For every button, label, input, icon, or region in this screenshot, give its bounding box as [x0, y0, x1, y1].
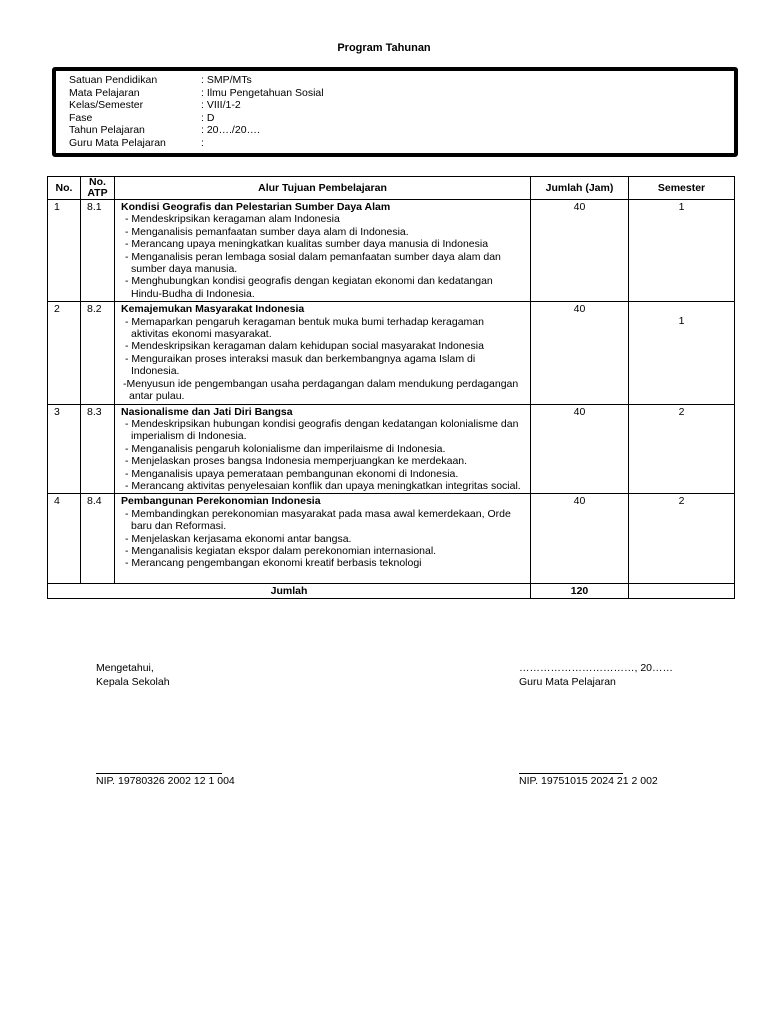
- list-item: - Mendeskripsikan keragaman dalam kehidupan social masyarakat Indonesia: [125, 340, 484, 353]
- row-jam: 40: [531, 494, 629, 583]
- list-item: - Menghubungkan kondisi geografis dengan kegiatan ekonomi dan kedatangan Hindu-Budha di Indonesia.: [125, 275, 493, 300]
- header-alur: Alur Tujuan Pembelajaran: [115, 177, 531, 200]
- info-value: : 20…./20….: [201, 124, 260, 136]
- info-label: Kelas/Semester: [69, 99, 144, 111]
- header-no: No.: [48, 177, 81, 200]
- info-row: [69, 137, 204, 150]
- list-item: - Merancang upaya meningkatkan kualitas sumber daya manusia di Indonesia: [125, 238, 489, 251]
- signature-right: [519, 661, 673, 689]
- document-title: Program Tahunan: [337, 42, 431, 54]
- info-label: Fase: [69, 111, 93, 124]
- info-value: : D: [201, 111, 215, 124]
- list-item: - Menganalisis pengaruh kolonialisme dan imperilaisme di Indonesia.: [125, 442, 446, 455]
- info-row: [69, 99, 241, 112]
- row-atp: 8.3: [81, 404, 115, 494]
- table-row: [48, 404, 735, 494]
- table-row: [48, 494, 735, 583]
- row-no: 4: [48, 494, 81, 583]
- info-value: : SMP/MTs: [201, 74, 252, 86]
- signature-left-nip: NIP. 19780326 2002 12 1 004: [96, 775, 235, 787]
- row-semester: 2: [629, 404, 735, 494]
- total-label: Jumlah: [48, 583, 531, 598]
- signature-right-nip: NIP. 19751015 2024 21 2 002: [519, 775, 658, 787]
- info-label: Satuan Pendidikan: [69, 74, 158, 86]
- list-item: - Membandingkan perekonomian masyarakat pada masa awal kemerdekaan, Orde baru dan Reformasi.: [125, 507, 511, 533]
- info-row: [69, 124, 260, 137]
- signature-left-line2: Kepala Sekolah: [96, 676, 170, 688]
- row-atp: 8.2: [81, 302, 115, 404]
- info-row: [69, 87, 324, 100]
- row-title: Kemajemukan Masyarakat Indonesia: [121, 303, 305, 316]
- list-item: - Mendeskripsikan hubungan kondisi geografis dengan kedatangan kolonialisme dan imperialism di Indonesia.: [125, 417, 519, 443]
- row-title: Nasionalisme dan Jati Diri Bangsa: [121, 405, 293, 418]
- total-value: 120: [531, 583, 629, 598]
- info-row: [69, 112, 214, 125]
- info-label: Guru Mata Pelajaran: [69, 136, 166, 149]
- total-empty: [629, 583, 735, 598]
- table-header-row: [48, 177, 735, 200]
- info-label: Tahun Pelajaran: [69, 124, 145, 136]
- list-item: - Menganalisis upaya pemerataan pembangunan ekonomi di Indonesia.: [125, 467, 459, 480]
- signature-left-line1: Mengetahui,: [96, 662, 154, 674]
- identity-box: [52, 67, 738, 157]
- header-atp: No. ATP: [81, 177, 115, 200]
- row-semester: 2: [629, 494, 735, 583]
- signature-right-underline: [519, 773, 623, 774]
- table-row: [48, 302, 735, 404]
- list-item: - Menganalisis peran lembaga sosial dalam pemanfaatan sumber daya alam dan sumber daya manusia.: [125, 250, 501, 276]
- info-value: :: [201, 136, 204, 149]
- row-atp: 8.1: [81, 200, 115, 302]
- row-semester: 1: [629, 302, 735, 404]
- signature-right-line2: Guru Mata Pelajaran: [519, 676, 616, 688]
- row-semester: 1: [629, 200, 735, 302]
- list-item: - Memaparkan pengaruh keragaman bentuk muka bumi terhadap keragaman aktivitas ekonomi masyarakat.: [125, 315, 484, 341]
- row-no: 2: [48, 302, 81, 404]
- info-value: : VIII/1-2: [201, 99, 241, 111]
- list-item: -Menyusun ide pengembangan usaha perdagangan dalam mendukung perdagangan antar pulau.: [123, 377, 519, 403]
- list-item: - Menjelaskan proses bangsa Indonesia memperjuangkan ke merdekaan.: [125, 455, 468, 468]
- list-item: - Menguraikan proses interaksi masuk dan berkembangnya agama Islam di Indonesia.: [125, 352, 476, 378]
- row-jam: 40: [531, 200, 629, 302]
- list-item: - Merancang aktivitas penyelesaian konflik dan upaya meningkatkan integritas social.: [125, 479, 521, 492]
- info-row: [69, 74, 252, 87]
- atp-table: [47, 176, 735, 599]
- info-value: : Ilmu Pengetahuan Sosial: [201, 86, 324, 99]
- table-row: [48, 200, 735, 302]
- list-item: - Menganalisis kegiatan ekspor dalam perekonomian internasional.: [125, 544, 437, 557]
- row-jam: 40: [531, 404, 629, 494]
- row-atp: 8.4: [81, 494, 115, 583]
- row-jam: 40: [531, 302, 629, 404]
- signature-left-underline: [96, 773, 222, 774]
- signature-right-line1: ……………………………, 20……: [519, 662, 674, 674]
- list-item: - Merancang pengembangan ekonomi kreatif berbasis teknologi: [125, 557, 422, 570]
- row-title: Pembangunan Perekonomian Indonesia: [121, 495, 321, 508]
- signature-left: [96, 661, 170, 689]
- row-no: 3: [48, 404, 81, 494]
- list-item: - Mendeskripsikan keragaman alam Indonesia: [125, 213, 340, 226]
- row-content: [115, 404, 531, 494]
- header-semester: Semester: [629, 177, 735, 200]
- row-content: [115, 302, 531, 404]
- info-label: Mata Pelajaran: [69, 86, 140, 99]
- header-jumlah: Jumlah (Jam): [531, 177, 629, 200]
- total-row: [48, 583, 735, 598]
- list-item: - Menganalisis pemanfaatan sumber daya alam di Indonesia.: [125, 225, 409, 238]
- row-title: Kondisi Geografis dan Pelestarian Sumber Daya Alam: [121, 201, 391, 213]
- list-item: - Menjelaskan kerjasama ekonomi antar bangsa.: [125, 532, 352, 545]
- row-no: 1: [48, 200, 81, 302]
- row-content: [115, 494, 531, 583]
- row-content: [115, 200, 531, 302]
